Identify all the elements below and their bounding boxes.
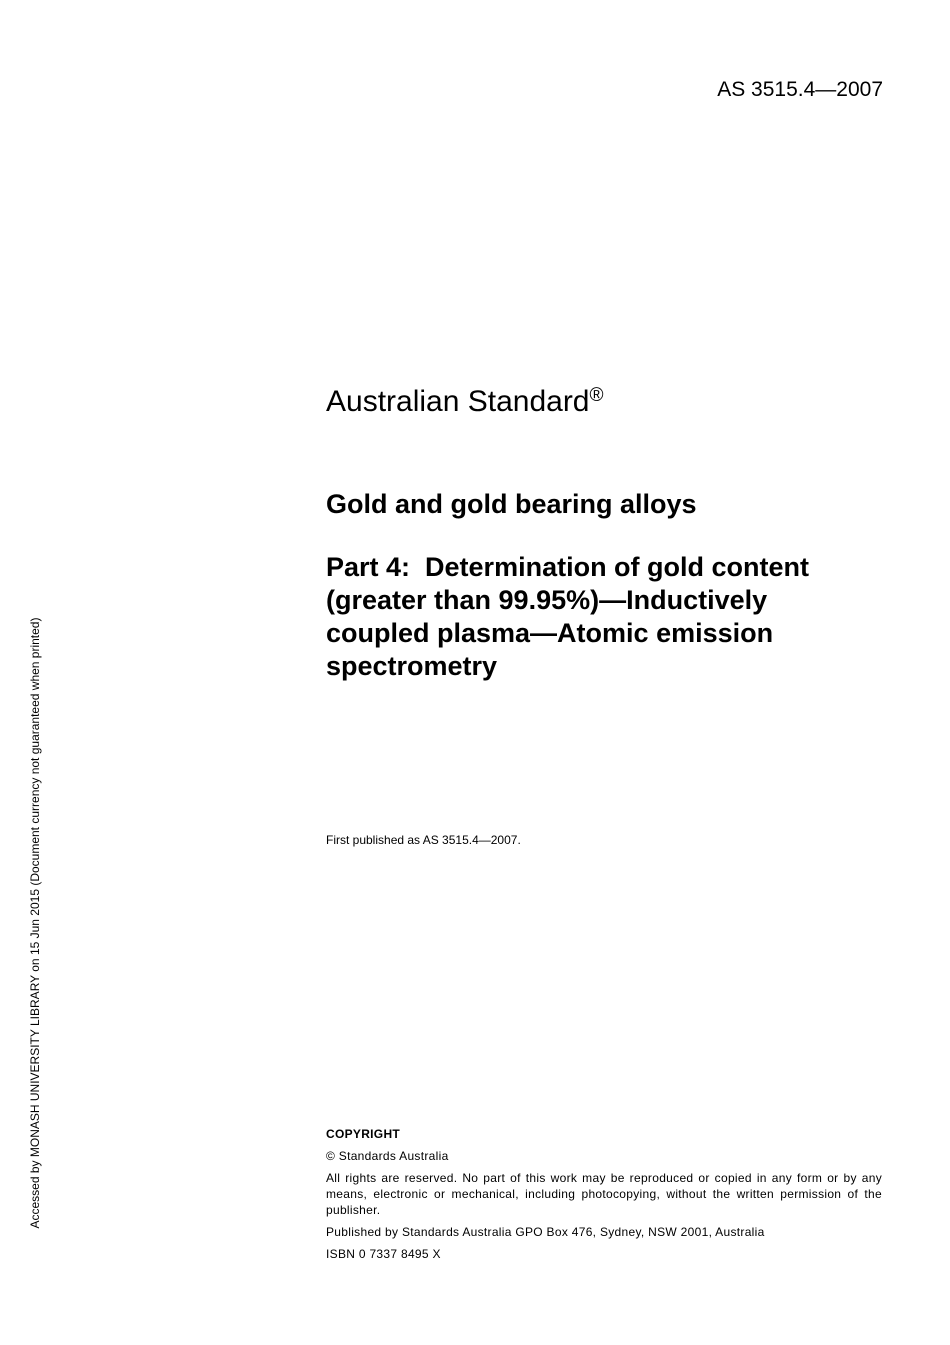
registered-mark: ® <box>589 385 604 406</box>
copyright-owner: © Standards Australia <box>326 1149 449 1163</box>
part-title-line: spectrometry <box>326 651 498 681</box>
part-title <box>326 551 886 683</box>
standard-label <box>326 383 604 421</box>
copyright-heading: COPYRIGHT <box>326 1127 401 1141</box>
isbn: ISBN 0 7337 8495 X <box>326 1247 441 1261</box>
access-watermark: Accessed by MONASH UNIVERSITY LIBRARY on 15 Jun 2015 (Document currency not guaranteed when printed) <box>28 617 42 1229</box>
publisher-address: Published by Standards Australia GPO Box 476, Sydney, NSW 2001, Australia <box>326 1225 765 1239</box>
part-title-line: (greater than 99.95%)—Inductively <box>326 585 768 615</box>
main-title: Gold and gold bearing alloys <box>326 489 697 519</box>
part-title-line: coupled plasma—Atomic emission <box>326 618 774 648</box>
standard-label-text: Australian Standard <box>326 385 590 418</box>
part-title-line: Part 4: Determination of gold content <box>326 552 810 582</box>
document-number: AS 3515.4—2007 <box>717 78 883 101</box>
rights-statement: All rights are reserved. No part of this work may be reproduced or copied in any form or by any means, electronic or mechanical, including photocopying, without the written permission of the publisher. <box>326 1171 882 1217</box>
first-published-note: First published as AS 3515.4—2007. <box>326 833 521 847</box>
copyright-block <box>326 1126 882 1268</box>
